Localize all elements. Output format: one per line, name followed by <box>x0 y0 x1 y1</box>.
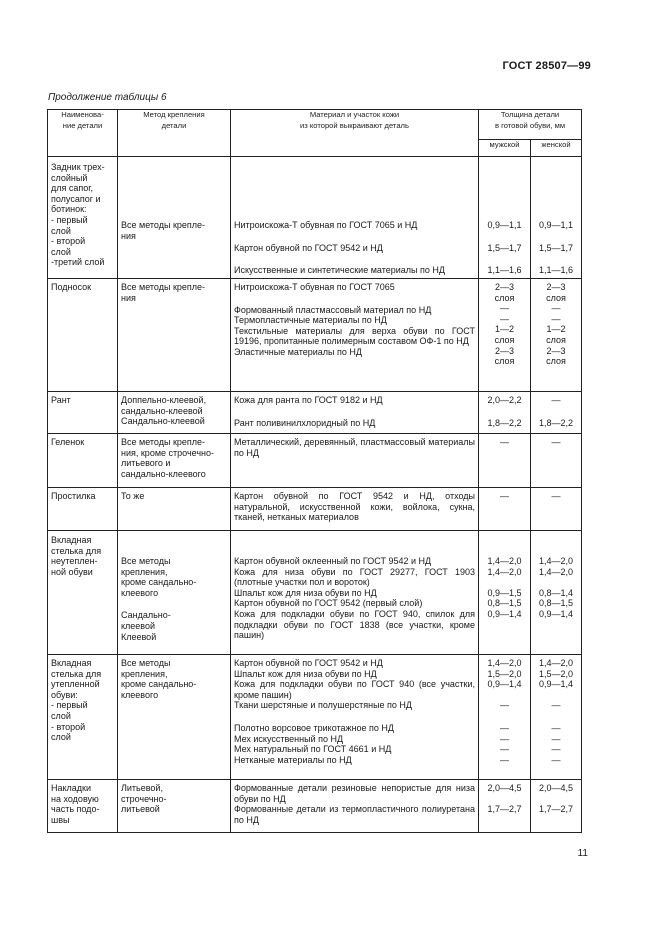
table-row <box>48 531 582 655</box>
row-male: 0,9—1,1 1,5—1,7 1,1—1,6 <box>479 157 531 279</box>
row-method: То же <box>118 488 231 531</box>
row-name: Геленок <box>48 434 118 488</box>
row-method: Все методы крепле- ния <box>118 279 231 392</box>
table-row <box>48 279 582 392</box>
row-material: Металлический, деревянный, пластмассовый материалы по НД <box>231 434 479 488</box>
header-male: мужской <box>479 140 531 157</box>
row-male: 1,4—2,0 1,4—2,0 0,9—1,5 0,8—1,5 0,9—1,4 <box>479 531 531 655</box>
row-name: Простилка <box>48 488 118 531</box>
row-name: Рант <box>48 392 118 434</box>
row-name: Подносок <box>48 279 118 392</box>
table-row <box>48 157 582 279</box>
table-caption: Продолжение таблицы 6 <box>48 92 167 103</box>
row-male: 2—3 слоя — — 1—2 слоя 2—3 слоя <box>479 279 531 392</box>
row-female: — <box>531 488 582 531</box>
row-male: — <box>479 488 531 531</box>
standard-number: ГОСТ 28507—99 <box>502 60 591 72</box>
header-material: Материал и участок кожи из которой выкраивают деталь <box>231 110 479 157</box>
row-material: Картон обувной по ГОСТ 9542 и НД, отходы натуральной, искусственной кожи, войлока, сукна, тканей, нетканых материалов <box>231 488 479 531</box>
row-male: 1,4—2,0 1,5—2,0 0,9—1,4 — — — — — <box>479 655 531 780</box>
row-method: Все методы крепле- ния, кроме строчечно- литьевого и сандально-клеевого <box>118 434 231 488</box>
row-method: Доппельно-клеевой, сандально-клеевой Сандально-клеевой <box>118 392 231 434</box>
row-method: Все методы крепле- ния <box>118 157 231 279</box>
row-female: — 1,8—2,2 <box>531 392 582 434</box>
row-female: 1,4—2,0 1,4—2,0 0,8—1,4 0,8—1,5 0,9—1,4 <box>531 531 582 655</box>
row-material: Кожа для ранта по ГОСТ 9182 и НД Рант поливинилхлоридный по НД <box>231 392 479 434</box>
row-material: Формованные детали резиновые непористые для низа обуви по НД Формованные детали из термопластичного полиуретана по НД <box>231 780 479 833</box>
row-name: Накладки на ходовую часть подо- швы <box>48 780 118 833</box>
table-row <box>48 434 582 488</box>
row-material: Нитроискожа-Т обувная по ГОСТ 7065 Формованный пластмассовый материал по НД Термопластичные материалы по НД Текстильные материалы для верха обуви по ГОСТ 19196, пропитанные полимерным составом ОФ-1 по НД Эластичные материалы по НД <box>231 279 479 392</box>
header-method: Метод крепления детали <box>118 110 231 157</box>
row-male: 2,0—4,5 1,7—2,7 <box>479 780 531 833</box>
header-name: Наименова- ние детали <box>48 110 118 157</box>
header-thickness: Толщина детали в готовой обуви, мм <box>479 110 582 140</box>
row-female: — <box>531 434 582 488</box>
table-row <box>48 392 582 434</box>
table-row <box>48 780 582 833</box>
row-female: 2,0—4,5 1,7—2,7 <box>531 780 582 833</box>
row-female: 0,9—1,1 1,5—1,7 1,1—1,6 <box>531 157 582 279</box>
row-name: Вкладная стелька для неутеплен- ной обуви <box>48 531 118 655</box>
row-method: Все методы крепления, кроме сандально- клеевого <box>118 655 231 780</box>
header-female: женской <box>531 140 582 157</box>
table-row <box>48 655 582 780</box>
row-method: Все методы крепления, кроме сандально- клеевого Сандально- клеевой Клеевой <box>118 531 231 655</box>
row-female: 1,4—2,0 1,5—2,0 0,9—1,4 — — — — — <box>531 655 582 780</box>
data-table <box>47 109 582 833</box>
row-male: — <box>479 434 531 488</box>
row-name: Задник трех- слойный для сапог, полусапог и ботинок: - первый слой - второй слой -третий слой <box>48 157 118 279</box>
row-material: Картон обувной по ГОСТ 9542 и НД Шпальт кож для низа обуви по НД Кожа для подкладки обуви по ГОСТ 940 (все участки, кроме пашин) Ткани шерстяные и полушерстяные по НД Полотно ворсовое трикотажное по НД Мех искусственный по НД Мех натуральный по ГОСТ 4661 и НД Нетканые материалы по НД <box>231 655 479 780</box>
row-material: Нитроискожа-Т обувная по ГОСТ 7065 и НД Картон обувной по ГОСТ 9542 и НД Искусственные и синтетические материалы по НД <box>231 157 479 279</box>
page-number: 11 <box>577 848 588 859</box>
table-row <box>48 488 582 531</box>
row-material: Картон обувной оклеенный по ГОСТ 9542 и НД Кожа для низа обуви по ГОСТ 29277, ГОСТ 1903 (плотные участки пол и вороток) Шпальт кож для низа обуви по НД Картон обувной по ГОСТ 9542 (первый слой) Кожа для подкладки обуви по ГОСТ 940, спилок для подкладки обуви по ГОСТ 1838 (все участки, кроме пашин) <box>231 531 479 655</box>
row-method: Литьевой, строчечно- литьевой <box>118 780 231 833</box>
row-name: Вкладная стелька для утепленной обуви: - первый слой - второй слой <box>48 655 118 780</box>
row-male: 2,0—2,2 1,8—2,2 <box>479 392 531 434</box>
row-female: 2—3 слоя — — 1—2 слоя 2—3 слоя <box>531 279 582 392</box>
